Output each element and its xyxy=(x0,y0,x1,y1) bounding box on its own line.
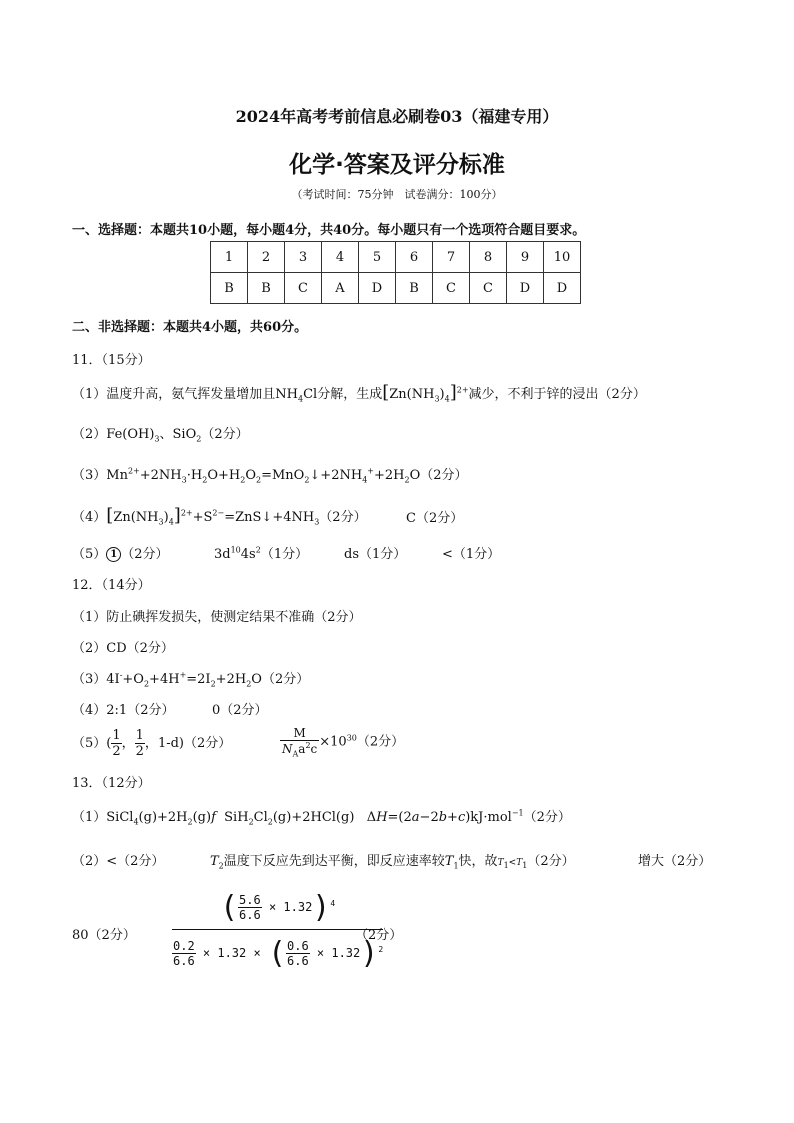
table-cell: A xyxy=(322,273,359,304)
q13-part3-a: 80（2分） xyxy=(72,928,136,943)
q12-part3: $(3)4I^-+O_2+4H^+=2I_2+2H_2O(2$分） xyxy=(72,670,310,689)
q11-part5-a: （5） 1 （2分） xyxy=(72,547,169,562)
q12-part4-b: 0（2分） xyxy=(212,703,268,718)
table-cell: D xyxy=(507,273,544,304)
table-cell: B xyxy=(396,273,433,304)
q13-part1: $(1)SiCl_4(g)+2H_2(g)f$ $SiH_2Cl_2(g)+2HCl(g)$ ΔH=(2a−2b+c)kJ·mol$^{-1}$（2分） xyxy=(72,808,571,827)
answer-table xyxy=(210,241,581,304)
q11-part4: $(4)[Zn(NH_3)_4]^{2+}+S^{2-}=ZnS↓+4NH_3(2$分） xyxy=(72,505,367,527)
table-cell: 6 xyxy=(396,242,433,273)
q11-part3: $(3)Mn^{2+}+2NH_3\cdot H_2O+H_2O_2=MnO_2↓+2NH_4^++2H_2O(2$分） xyxy=(72,466,468,485)
table-cell: 7 xyxy=(433,242,470,273)
q11-part1: （1）温度升高，氨气挥发量增加且$NH_4Cl$分解，生成$[Zn(NH_3)_4]^{2+}$减少，不利于锌的浸出（2分） xyxy=(72,382,646,404)
q13-equilibrium-expression: ( $\frac{5.6}{6.6}$ × 1.32)$^4$ $\frac{0.2}{6.6}$ × 1.32 × ( $\frac{0.6}{6.6}$ × 1.32)$^2$ xyxy=(173,890,384,971)
page-title: 2024年高考考前信息必刷卷03（福建专用） xyxy=(235,107,559,126)
table-cell: B xyxy=(248,273,285,304)
table-cell: D xyxy=(359,273,396,304)
q11-part5-d: <（1分） xyxy=(442,547,501,562)
answer-table-answers xyxy=(211,273,581,304)
q13-part2-a: （2）<（2分） xyxy=(72,854,165,869)
table-cell: C xyxy=(470,273,507,304)
q12-heading: 12．（14分） xyxy=(72,578,151,593)
answer-table-numbers xyxy=(211,242,581,273)
q13-part2-e: 增大（2分） xyxy=(638,854,712,869)
exam-info: （考试时间：75分钟 试卷满分：100分） xyxy=(291,188,503,201)
q11-part2: $(2)Fe(OH)_3$、SiO$_2$（2分） xyxy=(72,427,249,444)
q12-part5-a: （5）( $\frac{1}{2}$ ， $\frac{1}{2}$ ，1-d)（2分） xyxy=(72,728,232,759)
table-cell: 10 xyxy=(544,242,581,273)
q13-heading: 13．（12分） xyxy=(72,776,151,791)
table-cell: C xyxy=(433,273,470,304)
q13-part2-b: $T_2$温度下反应先到达平衡，即反应速率较$T_1$快，故$T_1<T_1(2$分） xyxy=(210,854,575,871)
q11-part5-c: ds（1分） xyxy=(344,547,407,562)
table-cell: 2 xyxy=(248,242,285,273)
table-cell: 4 xyxy=(322,242,359,273)
table-cell: B xyxy=(211,273,248,304)
page-subtitle: 化学·答案及评分标准 xyxy=(289,152,505,178)
table-cell: C xyxy=(285,273,322,304)
q12-part4-a: （4）2:1（2分） xyxy=(72,703,175,718)
q11-heading: 11．（15分） xyxy=(72,353,151,368)
q12-part5-b: $\frac{M}{N_Aa^2c}$ $\times 10^{30}(2$分） xyxy=(282,726,405,759)
circled-number: 1 xyxy=(106,547,121,562)
table-cell: D xyxy=(544,273,581,304)
q11-part4-b: C（2分） xyxy=(406,511,464,526)
q11-part5-b: $3d^{10}4s^2(1$分） xyxy=(214,545,309,562)
table-cell: 9 xyxy=(507,242,544,273)
section2-heading: 二、非选择题：本题共4小题，共60分。 xyxy=(72,320,308,335)
table-cell: 1 xyxy=(211,242,248,273)
table-cell: 8 xyxy=(470,242,507,273)
q13-part3-b: （2分） xyxy=(355,928,403,943)
table-cell: 3 xyxy=(285,242,322,273)
table-cell: 5 xyxy=(359,242,396,273)
q12-part1: （1）防止碘挥发损失，使测定结果不准确（2分） xyxy=(72,610,362,625)
section1-heading: 一、选择题：本题共10小题，每小题4分，共40分。每小题只有一个选项符合题目要求。 xyxy=(72,223,586,238)
q12-part2: （2）CD（2分） xyxy=(72,641,174,656)
